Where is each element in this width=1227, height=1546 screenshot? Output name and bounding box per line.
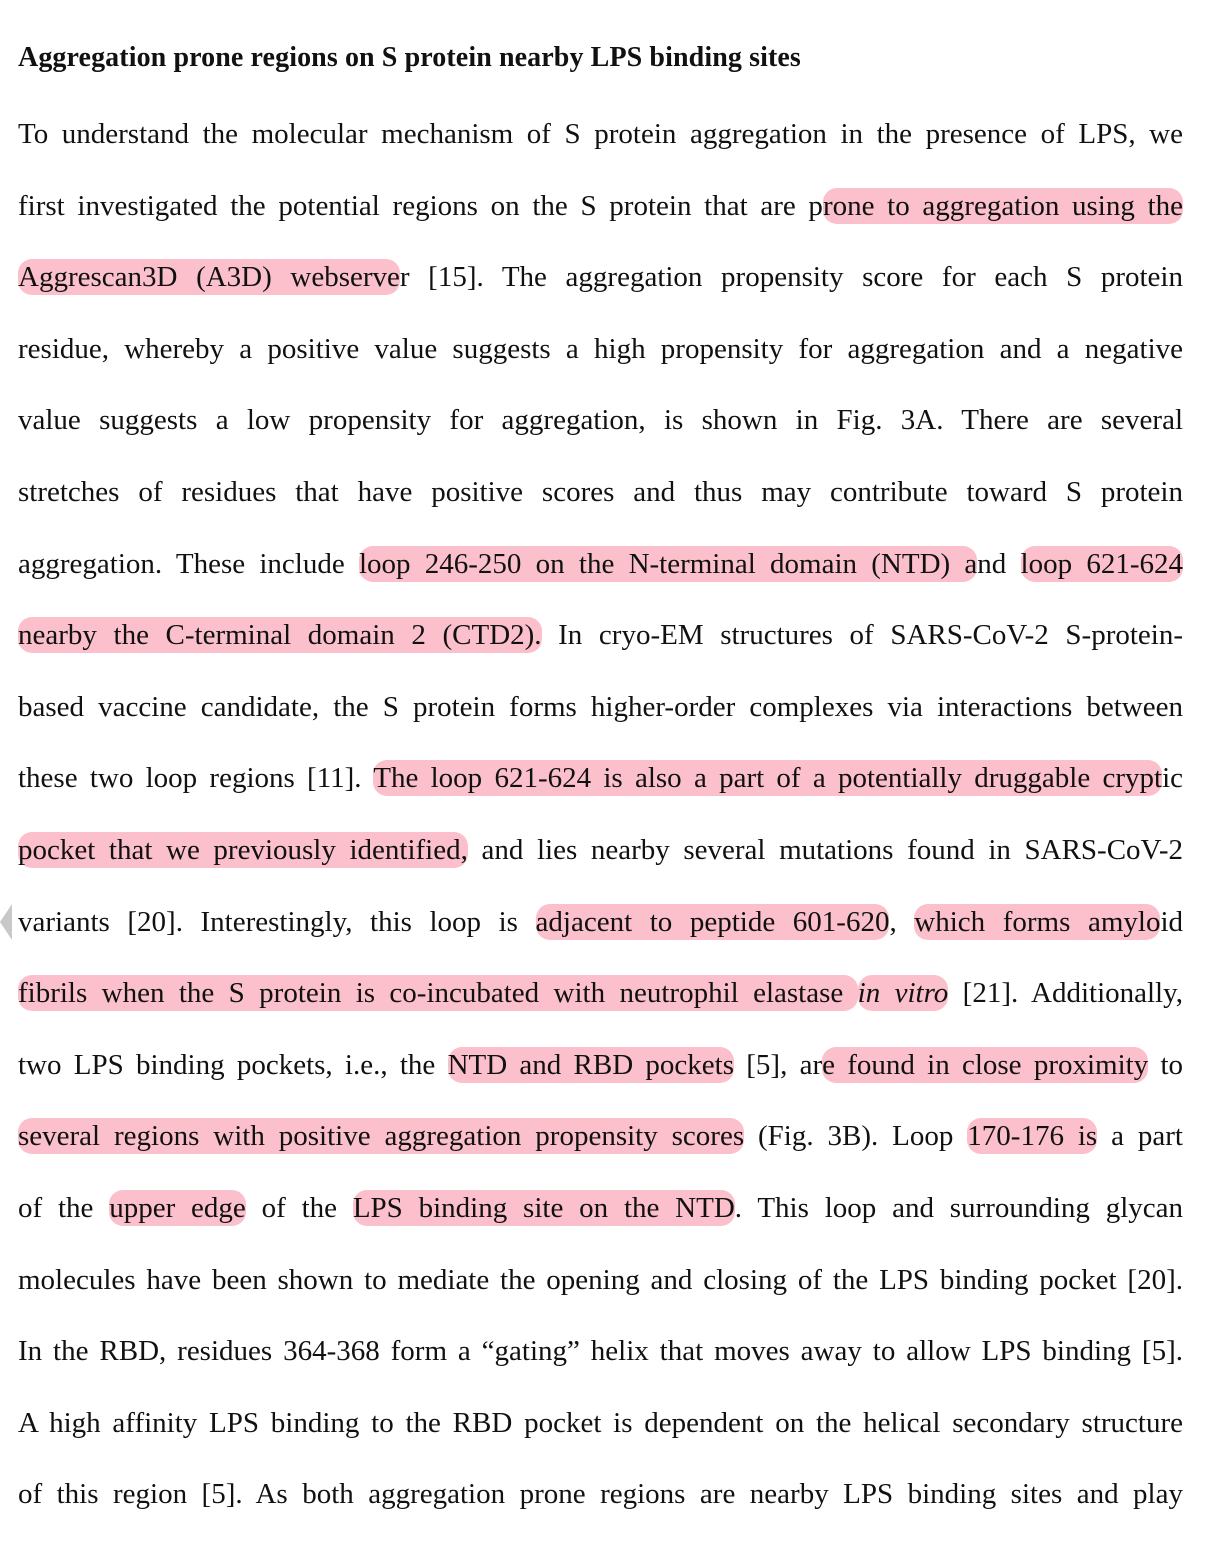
- highlighted-text: fibrils when the S protein is co-incubated with neutrophil elastase: [18, 977, 858, 1009]
- text-segment: residue, whereby a positive value suggests a high propensity for aggregation and a negative: [18, 333, 1183, 365]
- text-line: [18, 756, 1183, 800]
- text-segment: To understand the molecular mechanism of S protein aggregation in the presence of LPS, we: [18, 118, 1183, 150]
- text-line: [18, 1472, 1183, 1516]
- text-segment: (Fig. 3B). Loop: [744, 1120, 968, 1152]
- highlighted-text: pocket that we previously identified,: [18, 834, 468, 866]
- highlighted-text: 170-176 is: [967, 1120, 1098, 1152]
- text-line: [18, 1329, 1183, 1373]
- highlighted-text: in vitro: [857, 977, 949, 1009]
- text-line: [18, 1114, 1183, 1158]
- highlighted-text: e found in close proximity: [822, 1049, 1149, 1081]
- text-segment: of this region [5]. As both aggregation prone regions are nearby LPS binding sites and play: [18, 1478, 1183, 1510]
- text-segment: [5], ar: [734, 1049, 823, 1081]
- text-segment: aggregation. These include: [18, 548, 359, 580]
- text-segment: and lies nearby several mutations found in SARS-CoV-2: [467, 834, 1183, 866]
- text-line: [18, 685, 1183, 729]
- text-line: [18, 1186, 1183, 1230]
- text-segment: variants [20]. Interestingly, this loop is: [18, 906, 536, 938]
- text-line: [18, 613, 1183, 657]
- highlighted-text: loop 621-624: [1020, 548, 1184, 580]
- text-line: [18, 971, 1183, 1015]
- highlighted-text: LPS binding site on the NTD: [352, 1192, 735, 1224]
- text-segment: r [15]. The aggregation propensity score for each S protein: [399, 261, 1183, 293]
- text-segment: A high affinity LPS binding to the RBD pocket is dependent on the helical secondary structure: [18, 1407, 1183, 1439]
- section-heading: Aggregation prone regions on S protein nearby LPS binding sites: [18, 42, 801, 73]
- text-segment: molecules have been shown to mediate the opening and closing of the LPS binding pocket [20].: [18, 1264, 1183, 1296]
- text-segment: first investigated the potential regions on the S protein that are p: [18, 190, 823, 222]
- text-line: [18, 828, 1183, 872]
- highlighted-text: Aggrescan3D (A3D) webserve: [18, 261, 400, 293]
- text-line: [18, 1401, 1183, 1445]
- highlighted-text: NTD and RBD pockets: [447, 1049, 735, 1081]
- text-segment: [21]. Additionally,: [948, 977, 1183, 1009]
- text-segment: In cryo-EM structures of SARS-CoV-2 S-protein-: [541, 619, 1183, 651]
- highlighted-text: nearby the C-terminal domain 2 (CTD2).: [18, 619, 542, 651]
- highlighted-text: rone to aggregation using the: [822, 190, 1183, 222]
- text-segment: two LPS binding pockets, i.e., the: [18, 1049, 448, 1081]
- text-segment: to: [1148, 1049, 1184, 1081]
- text-line: [18, 900, 1183, 944]
- highlighted-text: upper edge: [109, 1192, 246, 1224]
- text-segment: . This loop and surrounding glycan: [734, 1192, 1184, 1224]
- text-line: [18, 542, 1183, 586]
- text-segment: stretches of residues that have positive scores and thus may contribute toward S protein: [18, 476, 1183, 508]
- text-line: [18, 112, 1183, 156]
- margin-marker: [0, 904, 12, 940]
- text-line: [18, 327, 1183, 371]
- text-segment: of the: [245, 1192, 353, 1224]
- highlighted-text: loop 246-250 on the N-terminal domain (NTD) a: [358, 548, 978, 580]
- text-segment: value suggests a low propensity for aggregation, is shown in Fig. 3A. There are several: [18, 404, 1183, 436]
- highlighted-text: The loop 621-624 is also a part of a potentially druggable crypt: [373, 762, 1163, 794]
- highlighted-text: adjacent to peptide 601-620: [535, 906, 890, 938]
- highlighted-text: several regions with positive aggregation propensity scores: [18, 1120, 745, 1152]
- text-segment: ,: [889, 906, 915, 938]
- text-line: [18, 470, 1183, 514]
- text-line: [18, 1258, 1183, 1302]
- text-line: [18, 398, 1183, 442]
- text-segment: nd: [977, 548, 1021, 580]
- text-segment: of the: [18, 1192, 110, 1224]
- text-line: [18, 1043, 1183, 1087]
- text-line: [18, 184, 1183, 228]
- text-segment: ic: [1162, 762, 1183, 794]
- text-segment: a part: [1097, 1120, 1183, 1152]
- text-segment: based vaccine candidate, the S protein forms higher-order complexes via interactions between: [18, 691, 1183, 723]
- text-line: [18, 255, 1183, 299]
- highlighted-text: which forms amylo: [914, 906, 1161, 938]
- text-segment: In the RBD, residues 364-368 form a “gating” helix that moves away to allow LPS binding [5].: [18, 1335, 1183, 1367]
- text-segment: id: [1160, 906, 1184, 938]
- text-segment: these two loop regions [11].: [18, 762, 374, 794]
